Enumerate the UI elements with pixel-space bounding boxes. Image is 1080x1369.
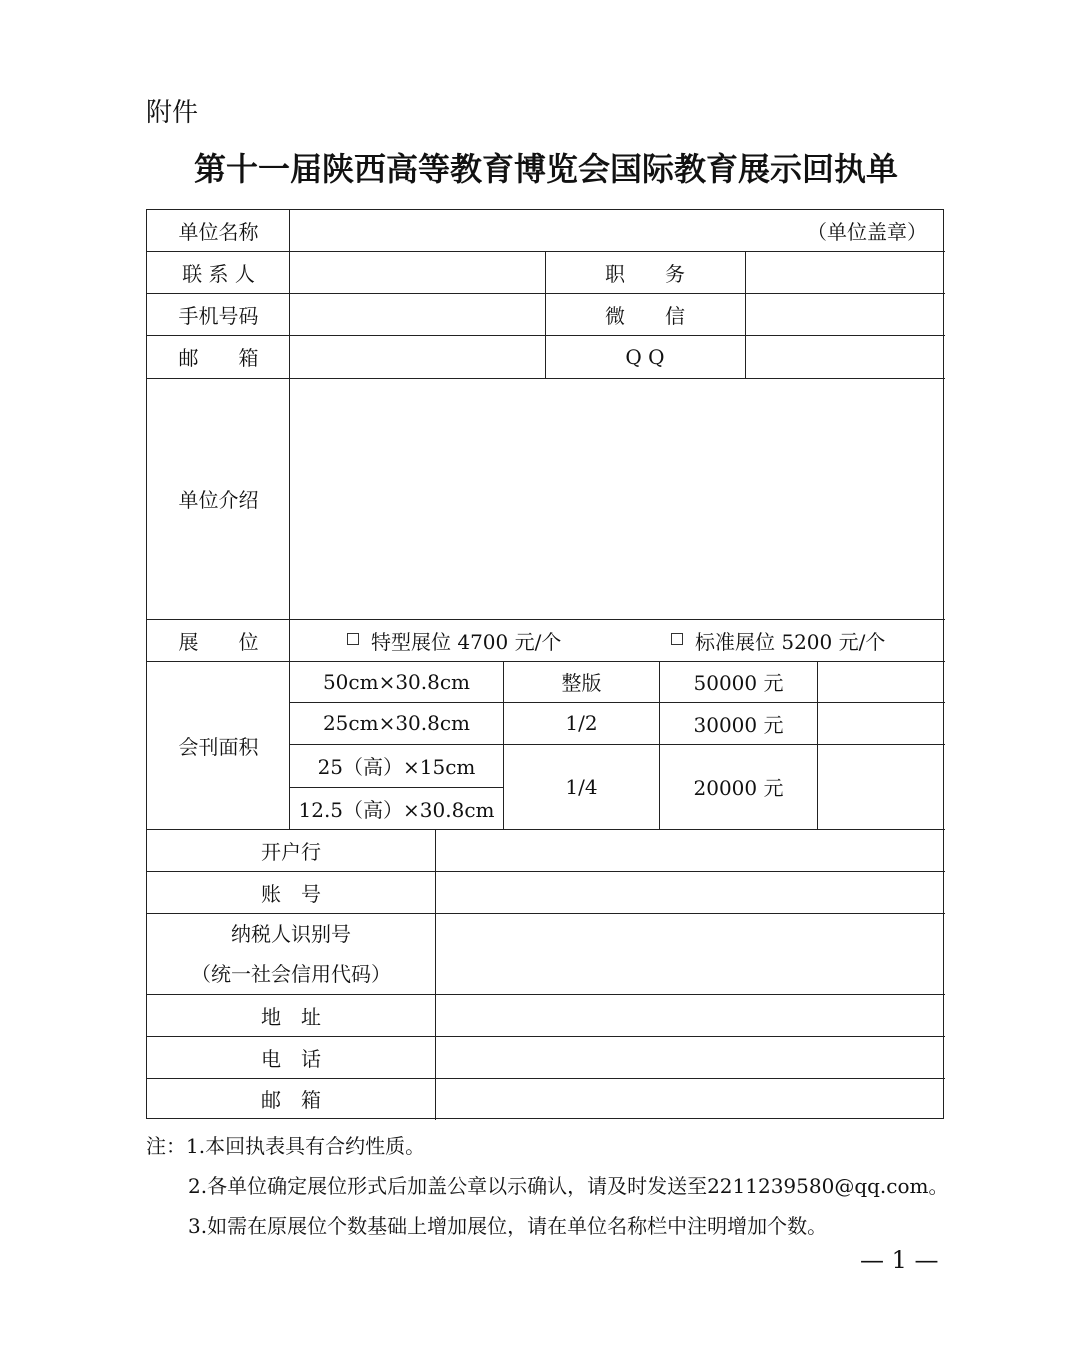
mobile-field[interactable] bbox=[290, 293, 545, 335]
contact-label: 联 系 人 bbox=[182, 261, 255, 286]
tax-id-label-cell bbox=[147, 913, 435, 994]
note-item: 注：1.本回执表具有合约性质。 bbox=[146, 1134, 426, 1158]
unit-name-field[interactable] bbox=[290, 210, 945, 251]
checkbox-icon[interactable] bbox=[671, 633, 683, 645]
account-label: 账 号 bbox=[261, 881, 321, 906]
qq-field[interactable] bbox=[745, 335, 945, 378]
position-label: 职 务 bbox=[605, 261, 685, 286]
brochure-size: 50cm×30.8cm bbox=[322, 669, 471, 694]
bank-label: 开户行 bbox=[261, 839, 321, 864]
checkbox-icon[interactable] bbox=[347, 633, 359, 645]
brochure-label: 会刊面积 bbox=[178, 734, 259, 759]
page-title: 第十一届陕西高等教育博览会国际教育展示回执单 bbox=[193, 150, 898, 188]
tax-id-label: 纳税人识别号 bbox=[231, 921, 351, 946]
unit-seal-note: （单位盖章） bbox=[807, 220, 927, 244]
position-field[interactable] bbox=[745, 251, 945, 293]
brochure-price: 20000 元 bbox=[693, 776, 784, 800]
brochure-select-field[interactable] bbox=[818, 702, 945, 744]
wechat-field[interactable] bbox=[745, 293, 945, 335]
note-item: 2.各单位确定展位形式后加盖公章以示确认，请及时发送至2211239580@qq.com。 bbox=[188, 1174, 949, 1198]
qq-label: Q Q bbox=[625, 344, 665, 369]
booth-option-special[interactable] bbox=[347, 619, 627, 661]
brochure-select-field[interactable] bbox=[818, 661, 945, 702]
booth-option-label: 特型展位 4700 元/个 bbox=[371, 629, 562, 654]
contact-field[interactable] bbox=[290, 251, 545, 293]
attachment-label: 附件 bbox=[146, 98, 199, 128]
phone-field[interactable] bbox=[436, 1036, 945, 1078]
brochure-format: 1/2 bbox=[565, 711, 598, 735]
address-field[interactable] bbox=[436, 994, 945, 1036]
booth-option-label: 标准展位 5200 元/个 bbox=[695, 629, 886, 654]
tax-id-field[interactable] bbox=[436, 913, 945, 994]
wechat-label: 微 信 bbox=[605, 303, 685, 328]
brochure-size: 25（高）×15cm bbox=[317, 755, 476, 779]
bank-field[interactable] bbox=[436, 829, 945, 871]
brochure-size: 12.5（高）×30.8cm bbox=[298, 797, 495, 822]
mobile-label: 手机号码 bbox=[178, 303, 259, 328]
booth-label: 展 位 bbox=[178, 629, 259, 654]
email-label: 邮 箱 bbox=[178, 346, 259, 370]
phone-label: 电 话 bbox=[261, 1046, 321, 1071]
tax-id-sub-label: （统一社会信用代码） bbox=[191, 961, 391, 986]
mail-field[interactable] bbox=[436, 1078, 945, 1119]
brochure-format: 整版 bbox=[561, 671, 602, 695]
mail-label: 邮 箱 bbox=[261, 1088, 321, 1112]
brochure-format: 1/4 bbox=[565, 774, 598, 799]
notes bbox=[146, 1126, 949, 1246]
receipt-form-table bbox=[146, 209, 944, 1119]
account-field[interactable] bbox=[436, 871, 945, 913]
unit-name-label: 单位名称 bbox=[178, 220, 259, 244]
brochure-price: 30000 元 bbox=[693, 712, 784, 737]
page-number: — 1 — bbox=[860, 1246, 939, 1274]
address-label: 地 址 bbox=[261, 1004, 321, 1029]
brochure-size: 25cm×30.8cm bbox=[322, 711, 471, 735]
unit-intro-label: 单位介绍 bbox=[178, 488, 259, 512]
email-field[interactable] bbox=[290, 335, 545, 378]
note-item: 3.如需在原展位个数基础上增加展位，请在单位名称栏中注明增加个数。 bbox=[188, 1214, 828, 1238]
brochure-price: 50000 元 bbox=[693, 671, 784, 695]
booth-option-standard[interactable] bbox=[671, 619, 941, 661]
unit-intro-field[interactable] bbox=[290, 378, 945, 619]
brochure-select-field[interactable] bbox=[818, 744, 945, 829]
